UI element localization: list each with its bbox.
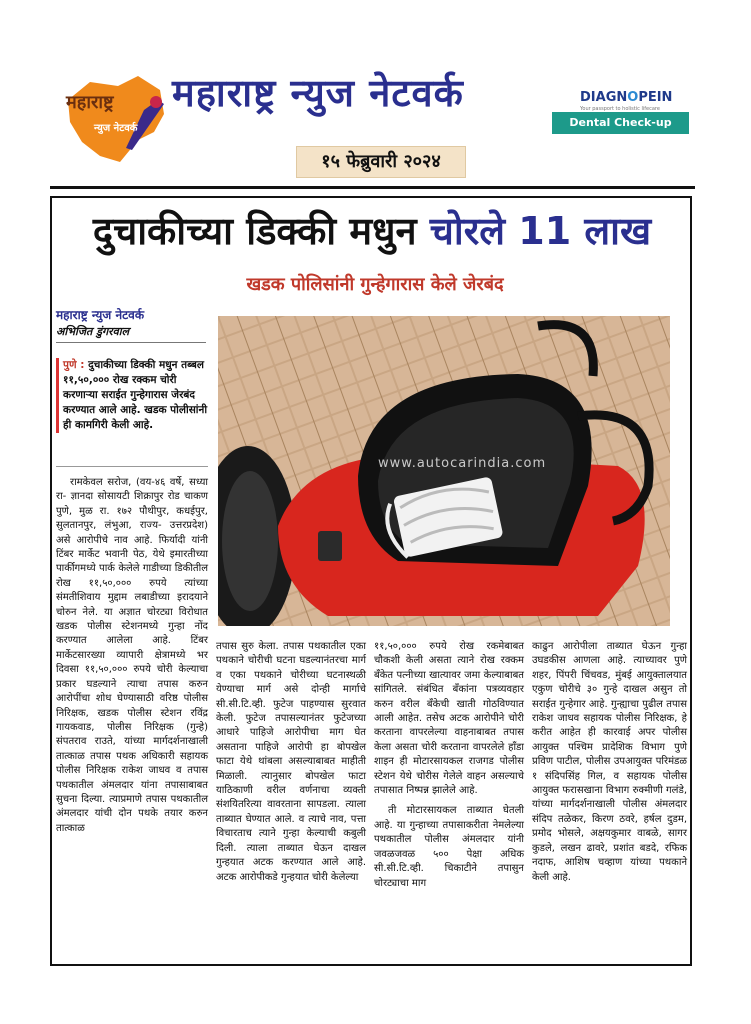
logo-subtitle: न्युज नेटवर्क <box>94 123 138 134</box>
photo-watermark: www.autocarindia.com <box>378 456 547 471</box>
article-column-2: तपास सुरु केला. तपास पथकातील एका पथकाने चोरीची घटना घडल्यानंतरचा मार्ग व एका पथकाने चोरीच्या घटनास्थळी येण्याचा मार्ग असे दोन्ही मार्गाचे सी.सी.टि.व्ही. फुटेज पाहण्यास सुरवात केली. फुटेज तपासल्यानंतर फुटेजच्या आधारे पाहिजे आरोपीचा माग घेत असताना पाहिजे आरोपी हा बोपखेल फाटा येथे थांबला असल्याबाबत माहीती मिळाली. त्यानुसार बोपखेल फाटा याठिकाणी वरील वर्णनाचा व्यक्ती संशयितरित्या वावरताना सापडला. त्याला ताब्यात घेण्यात आले. व त्याचे नाव, पत्ता विचारताच त्याने गुन्हा केल्याची कबुली दिली. त्याला ताब्यात घेऊन दाखल गुन्हयात अटक करण्यात आले आहे. अटक आरोपीकडे गुन्हयात चोरी केलेल्या <box>216 641 366 883</box>
newspaper-title: महाराष्ट्र न्युज नेटवर्क <box>172 71 464 115</box>
dental-checkup-ad[interactable]: Dental Check-up ₹50/- <box>552 112 689 134</box>
lead-paragraph: पुणे : दुचाकीच्या डिक्की मधुन तब्बल ११,५०,००० रोख रक्कम चोरी करणाऱ्या सराईत गुन्हेगारास जेरबंद करण्यात आले आहे. खडक पोलीसांनी ही कामगिरी केली आहे. <box>56 358 208 433</box>
logo <box>60 70 170 168</box>
article-column-4: काढुन आरोपीला ताब्यात घेऊन गुन्हा उघडकीस आणला आहे. त्याच्यावर पुणे शहर, पिंपरी चिंचवड, मुंबई आयुक्तालयात एकुण चोरीचे ३० गुन्हे दाखल असुन तो सराईत गुन्हेगार आहे. गुन्ह्याचा पुढील तपास राकेश जाधव सहायक पोलीस निरिक्षक, हे करीत आहेत ही कारवाई अपर पोलीस आयुक्त पश्चिम प्रादेशिक विभाग पुणे प्रविण पाटील, पोलीस उपआयुक्त परिमंडळ १ संदिपसिंह गिल, व सहायक पोलीस आयुक्त फरासखाना विभाग रुक्मीणी गलंडे, यांच्या मार्गदर्शनाखाली पोलीस अंमलदार संदिप तळेकर, किरण ठवरे, हर्षल दुडम, प्रमोद भोसले, अक्षयकुमार वाबळे, सागर कुडले, लखन ढावरे, प्रशांत बडदे, रफिक नदाफ, आशिष चव्हाण यांच्या पथकाने केली आहे. <box>532 641 687 883</box>
article-headline: दुचाकीच्या डिक्की मधुन चोरले 11 लाख <box>92 209 652 253</box>
ad-tagline: Your passport to holistic lifecare <box>580 106 660 112</box>
logo-title: महाराष्ट्र <box>66 92 114 113</box>
scooter-photo-illustration <box>218 316 670 626</box>
byline-divider <box>56 342 206 343</box>
ad-brand-logo[interactable]: DIAGNOPEIN <box>580 90 673 105</box>
masthead-divider <box>50 186 695 189</box>
dateline: पुणे : <box>63 359 85 371</box>
article-subheadline: खडक पोलिसांनी गुन्हेगारास केले जेरबंद <box>246 274 504 295</box>
lead-divider <box>56 466 208 467</box>
byline: महाराष्ट्र न्युज नेटवर्क <box>56 308 145 322</box>
maharashtra-map-icon <box>60 70 170 168</box>
reporter-name: अभिजित डुंगरवाल <box>56 325 130 338</box>
article-column-3: ११,५०,००० रुपये रोख रकमेबाबत चौकशी केली असता त्याने रोख रक्कम बँकेत पत्नीच्या खात्यावर जमा केल्याबाबत सांगितले. संबंधित बँकांना पत्रव्यवहार करुन वरील बँकेची खाती गोठविण्यात आली आहेत. तसेच अटक आरोपीने चोरी करताना वापरलेल्या वाहनाबाबत तपास केला असता चोरी करताना वापरलेले हॉंडा शाइन ही मोटारसायकल राजगड पोलीस स्टेशन येथे चोरीस गेलेले वाहन असल्याचे तपासात निष्पन्न झालेले आहे. ती मोटारसायकल ताब्यात घेतली आहे. या गुन्हाच्या तपासाकरीता नेमलेल्या पथकातील पोलीस अंमलदार यांनी जवळजवळ ५०० पेक्षा अधिक सी.सी.टि.व्ही. चिकाटीने तपासुन चोरट्याचा माग <box>374 641 524 889</box>
article-column-1: रामकेवल सरोज, (वय-४६ वर्षे, सध्या रा- ज्ञानदा सोसायटी शिक्रापुर रोड चाकण पुणे, मुळ रा. १७२ पौथीपुर, कधईपुर, सुलतानपुर, लंभुआ, राज्य- उत्तरप्रदेश) असे आरोपीचे नाव आहे. फिर्यादी यांनी टिंबर मार्केट भवानी पेठ, येथे इमारतीच्या पार्कीगमध्ये पार्क केलेले गाडीच्या डिकीतील रोख ११,५०,००० रुपये त्यांच्या संमतीशिवाय मुद्दाम लबाडीच्या इरादयाने चोरुन नेले. या अज्ञात चोरट्या विरोधात खडक पोलीस स्टेशनमध्ये गुन्हा नोंद करण्यात आलेला आहे. टिंबर मार्केटसारख्या व्यापारी क्षेत्रामध्ये भर दिवसा ११,५०,००० रुपये चोरी केल्याचा प्रकार घडल्याने त्याचा तपास करुन आरोपींचा शोध घेण्यासाठी वरिष्ठ पोलीस निरिक्षक, खडक पोलीस स्टेशन रविंद्र गायकवाड, पोलीस निरिक्षक (गुन्हे) संपतराव राउते, यांच्या मार्गदर्शनाखाली तात्काळ तपास पथक अधिकारी सहायक पोलीस निरिक्षक राकेश जाधव व तपास पथकातील अंमलदार यांना तपासाबाबत सुचना दिल्या. त्याप्रमाणे तपास पथकातील अंमलदार यांची दोन पथके तयार करुन तात्काळ <box>56 477 208 834</box>
publication-date: १५ फेब्रुवारी २०२४ <box>296 146 466 178</box>
scooter-storage-photo <box>218 316 670 626</box>
